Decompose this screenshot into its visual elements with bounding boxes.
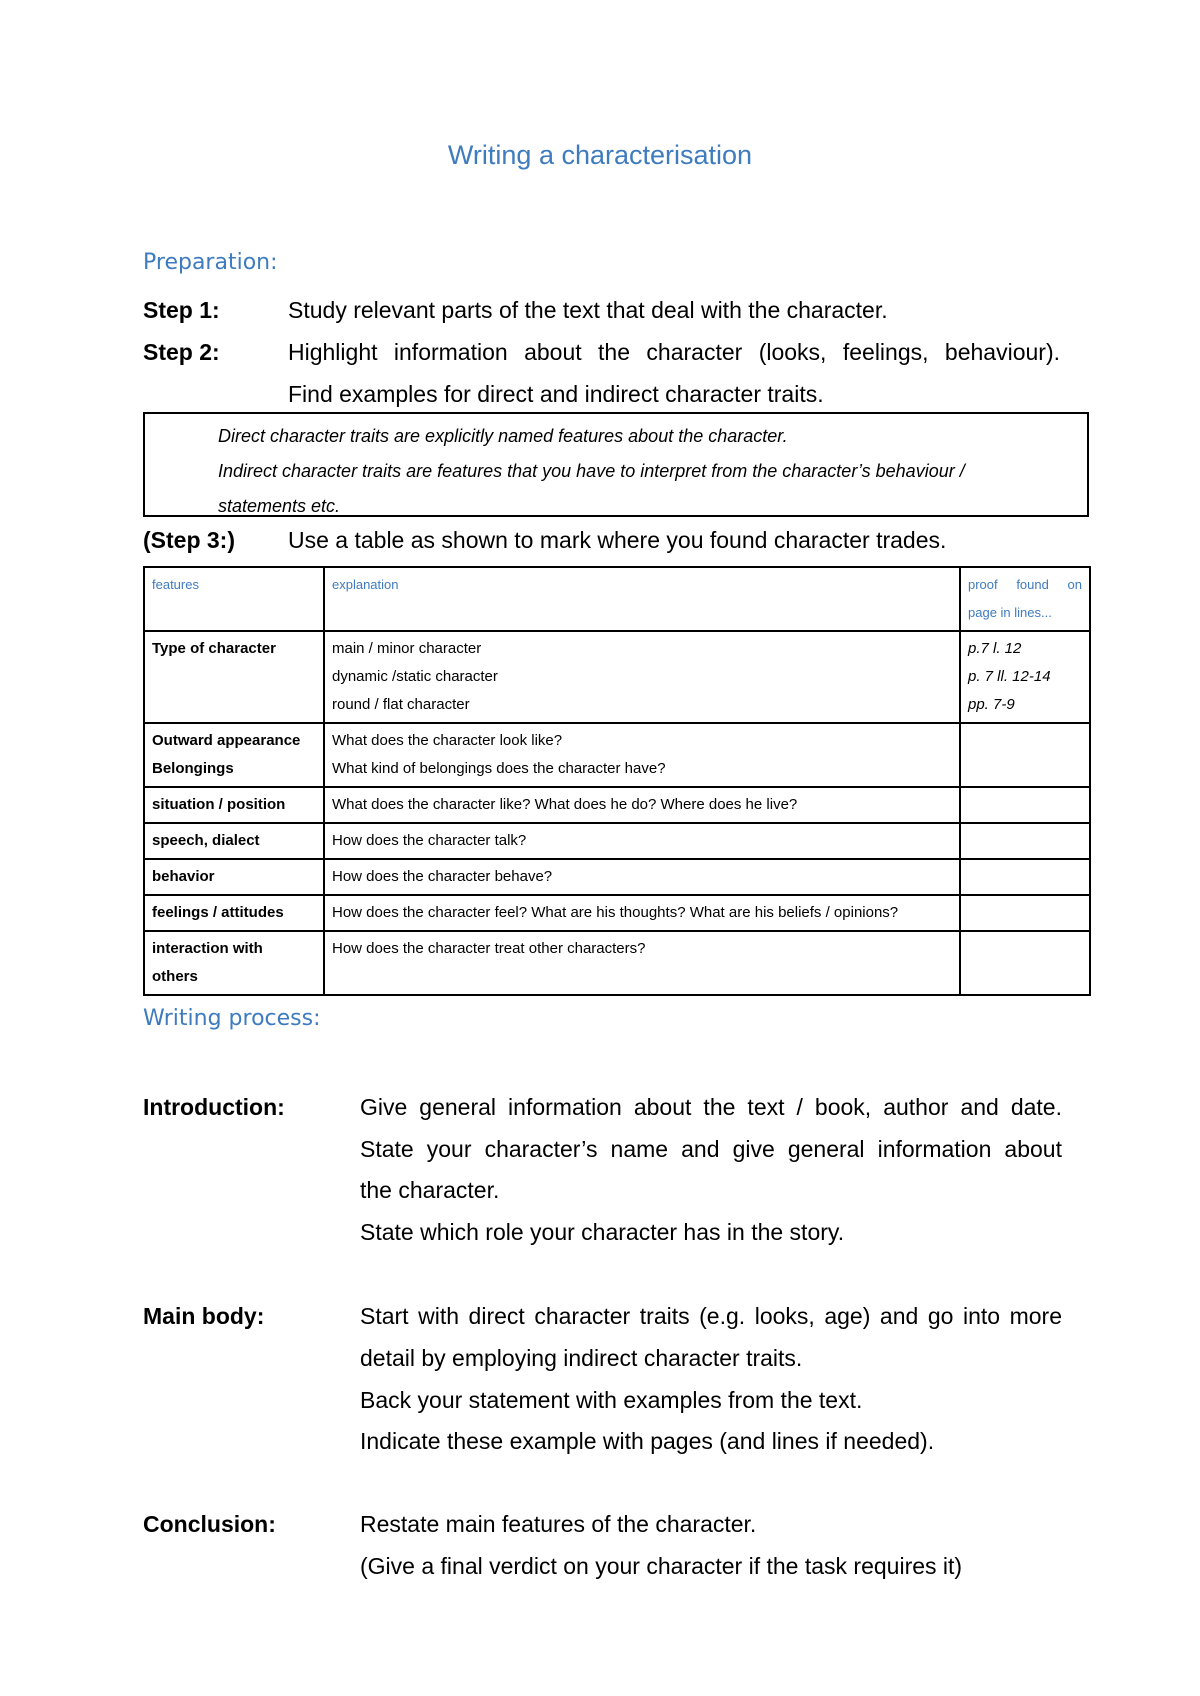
proof-text: pp. 7-9: [968, 696, 1015, 713]
explanation-text: What kind of belongings does the character have?: [332, 760, 666, 777]
feature-text: situation / position: [152, 796, 286, 813]
character-traits-table: [143, 566, 1091, 996]
proof-cell: [960, 787, 1090, 823]
body-line-3: Back your statement with examples from the text.: [360, 1387, 863, 1413]
intro-line-3: the character.: [360, 1177, 500, 1203]
feature-cell: [144, 631, 324, 723]
explanation-text: What does the character look like?: [332, 732, 563, 749]
table-row: [144, 631, 1090, 723]
explanation-cell: [324, 723, 960, 787]
writing-heading: Writing process:: [143, 1006, 321, 1031]
feature-cell: [144, 787, 324, 823]
explanation-cell: [324, 859, 960, 895]
proof-cell: [960, 631, 1090, 723]
feature-text: speech, dialect: [152, 832, 260, 849]
feature-text: feelings / attitudes: [152, 904, 284, 921]
proof-cell: [960, 931, 1090, 995]
explanation-cell: [324, 823, 960, 859]
feature-text: Belongings: [152, 760, 234, 777]
explanation-text: How does the character feel? What are his thoughts? What are his beliefs / opinions?: [332, 904, 899, 921]
table-header-row: [144, 567, 1090, 631]
feature-text: others: [152, 968, 198, 985]
feature-cell: [144, 723, 324, 787]
proof-text: p. 7 ll. 12-14: [968, 668, 1051, 685]
proof-cell: [960, 895, 1090, 931]
box-line-direct: Direct character traits are explicitly named features about the character.: [218, 426, 788, 446]
table-row: [144, 895, 1090, 931]
feature-cell: [144, 859, 324, 895]
conclusion-label: Conclusion:: [143, 1511, 276, 1537]
feature-text: Type of character: [152, 640, 276, 657]
intro-line-1: Give general information about the text / book, author and date.: [360, 1094, 1062, 1120]
page-title: Writing a characterisation: [447, 140, 753, 170]
intro-line-4: State which role your character has in the story.: [360, 1219, 845, 1245]
header-proof: [960, 567, 1090, 631]
header-proof-line1: proof found on: [968, 577, 1082, 592]
header-explanation: explanation: [324, 567, 960, 631]
explanation-cell: [324, 931, 960, 995]
explanation-cell: [324, 787, 960, 823]
table-row: [144, 723, 1090, 787]
table-row: [144, 931, 1090, 995]
conclusion-line-2: (Give a final verdict on your character if the task requires it): [360, 1553, 963, 1579]
body-line-1: Start with direct character traits (e.g. looks, age) and go into more: [360, 1303, 1062, 1329]
intro-line-2: State your character’s name and give general information about: [360, 1136, 1062, 1162]
explanation-text: round / flat character: [332, 696, 470, 713]
explanation-text: dynamic /static character: [332, 668, 498, 685]
definition-box: [143, 412, 1089, 517]
conclusion-line-1: Restate main features of the character.: [360, 1511, 757, 1537]
explanation-text: main / minor character: [332, 640, 482, 657]
introduction-label: Introduction:: [143, 1094, 285, 1120]
feature-cell: [144, 931, 324, 995]
feature-cell: [144, 895, 324, 931]
table-row: [144, 787, 1090, 823]
explanation-text: What does the character like? What does he do? Where does he live?: [332, 796, 798, 813]
main-body-label: Main body:: [143, 1303, 265, 1329]
explanation-cell: [324, 631, 960, 723]
explanation-text: How does the character talk?: [332, 832, 527, 849]
proof-text: p.7 l. 12: [968, 640, 1022, 657]
step1-label: Step 1:: [143, 297, 220, 323]
table-row: [144, 859, 1090, 895]
explanation-cell: [324, 895, 960, 931]
box-line-indirect: Indirect character traits are features that you have to interpret from the character’s behaviour /: [218, 461, 965, 481]
body-line-4: Indicate these example with pages (and lines if needed).: [360, 1428, 935, 1454]
proof-cell: [960, 723, 1090, 787]
body-line-2: detail by employing indirect character traits.: [360, 1345, 803, 1371]
step2-label: Step 2:: [143, 339, 220, 365]
header-proof-line2: page in lines...: [968, 605, 1052, 620]
feature-cell: [144, 823, 324, 859]
step2-text-line1: Highlight information about the character (looks, feelings, behaviour).: [288, 339, 1060, 365]
step1-text: Study relevant parts of the text that deal with the character.: [288, 297, 888, 323]
step2-text-line2: Find examples for direct and indirect character traits.: [288, 381, 824, 407]
proof-cell: [960, 823, 1090, 859]
preparation-heading: Preparation:: [143, 250, 278, 275]
explanation-text: How does the character behave?: [332, 868, 553, 885]
feature-text: behavior: [152, 868, 215, 885]
explanation-text: How does the character treat other characters?: [332, 940, 646, 957]
table-row: [144, 823, 1090, 859]
feature-text: interaction with: [152, 940, 263, 957]
proof-cell: [960, 859, 1090, 895]
step3-label: (Step 3:): [143, 527, 235, 553]
box-line-statements: statements etc.: [218, 496, 341, 516]
header-features: features: [144, 567, 324, 631]
feature-text: Outward appearance: [152, 732, 301, 749]
step3-text: Use a table as shown to mark where you found character trades.: [288, 527, 947, 553]
